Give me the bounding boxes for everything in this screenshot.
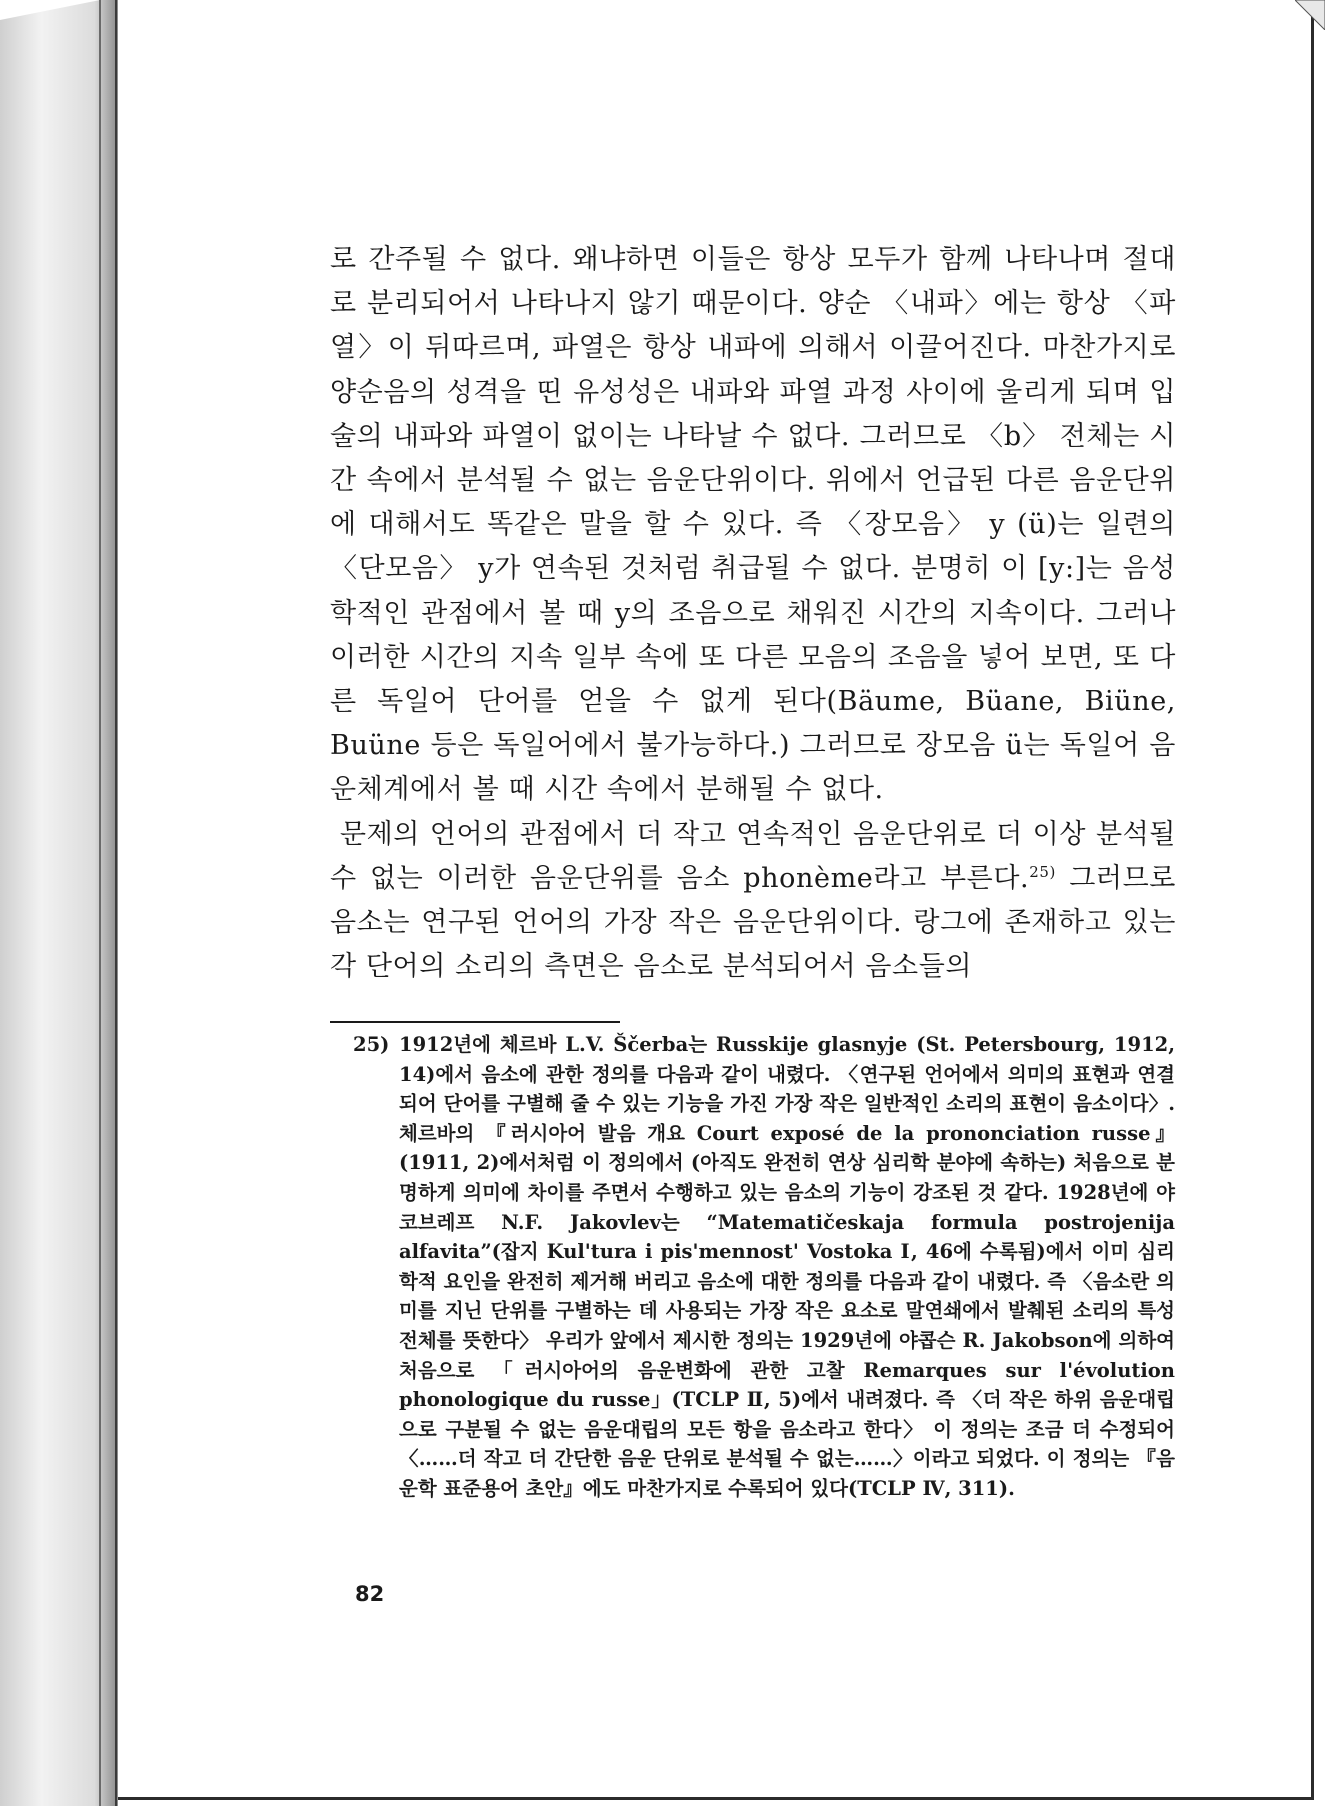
footnote-separator: [330, 1021, 620, 1023]
body-paragraph-1: 로 간주될 수 없다. 왜냐하면 이들은 항상 모두가 함께 나타나며 절대로 분리되어서 나타나지 않기 때문이다. 양순 〈내파〉에는 항상 〈파열〉이 뒤따르며, 파열은 항상 내파에 의해서 이끌어진다. 마찬가지로 양순음의 성격을 띤 유성성은 내파와 파열 과정 사이에 울리게 되며 입술의 내파와 파열이 없이는 나타날 수 없다. 그러므로 〈b〉 전체는 시간 속에서 분석될 수 없는 음운단위이다. 위에서 언급된 다른 음운단위에 대해서도 똑같은 말을 할 수 있다. 즉 〈장모음〉 y (ü)는 일련의 〈단모음〉 y가 연속된 것처럼 취급될 수 없다. 분명히 이 [y:]는 음성학적인 관점에서 볼 때 y의 조음으로 채워진 시간의 지속이다. 그러나 이러한 시간의 지속 일부 속에 또 다른 모음의 조음을 넣어 보면, 또 다른 독일어 단어를 얻을 수 없게 된다(Bäume, Büane, Biüne, Buüne 등은 독일어에서 불가능하다.) 그러므로 장모음 ü는 독일어 음운체계에서 볼 때 시간 속에서 분해될 수 없다.: [330, 244, 1176, 806]
page-number: 82: [355, 1582, 385, 1606]
body-paragraph-2-end: 그러므로 음소는 연구된 언어의 가장 작은 음운단위이다. 랑그에 존재하고 있는 각 단어의 소리의 측면은 음소로 분석되어서 음소들의: [330, 862, 1176, 983]
body-paragraph-2: [330, 813, 1176, 990]
body-paragraph-2-start: 문제의 언어의 관점에서 더 작고 연속적인 음운단위로 더 이상 분석될 수 없는 이러한 음운단위를 음소 phonème라고 부른다.: [330, 818, 1176, 894]
footnote-reference: 25): [1029, 862, 1056, 881]
footnote-number: 25): [353, 1033, 390, 1056]
page-corner: [1295, 0, 1325, 30]
book-binding: [0, 0, 118, 1806]
body-text: [330, 238, 1176, 989]
footnote-area: [353, 1030, 1175, 1504]
footnote-text: 1912년에 체르바 L.V. Ščerba는 Russkije glasnyje (St. Petersbourg, 1912, 14)에서 음소에 관한 정의를 다음과 같이 내렸다. 〈연구된 언어에서 의미의 표현과 연결되어 단어를 구별해 줄 수 있는 기능을 가진 가장 작은 일반적인 소리의 표현이 음소이다〉. 체르바의 『러시아어 발음 개요 Court exposé de la prononciation russe』(1911, 2)에서처럼 이 정의에서 (아직도 완전히 연상 심리학 분야에 속하는) 처음으로 분명하게 의미에 차이를 주면서 수행하고 있는 음소의 기능이 강조된 것 같다. 1928년에 야코브레프 N.F. Jakovlev는 “Matematičeskaja formula postrojenija alfavita”(잡지 Kul'tura i pis'mennost' Vostoka Ⅰ, 46에 수록됨)에서 이미 심리학적 요인을 완전히 제거해 버리고 음소에 대한 정의를 다음과 같이 내렸다. 즉 〈음소란 의미를 지닌 단위를 구별하는 데 사용되는 가장 작은 요소로 말연쇄에서 발췌된 소리의 특성 전체를 뜻한다〉 우리가 앞에서 제시한 정의는 1929년에 야콥슨 R. Jakobson에 의하여 처음으로 「러시아어의 음운변화에 관한 고찰 Remarques sur l'évolution phonologique du russe」(TCLP Ⅱ, 5)에서 내려졌다. 즉 〈더 작은 하위 음운대립으로 구분될 수 없는 음운대립의 모든 항을 음소라고 한다〉 이 정의는 조금 더 수정되어 〈……더 작고 더 간단한 음운 단위로 분석될 수 없는……〉이라고 되었다. 이 정의는 『음운학 표준용어 초안』에도 마찬가지로 수록되어 있다(TCLP Ⅳ, 311).: [399, 1033, 1175, 1500]
